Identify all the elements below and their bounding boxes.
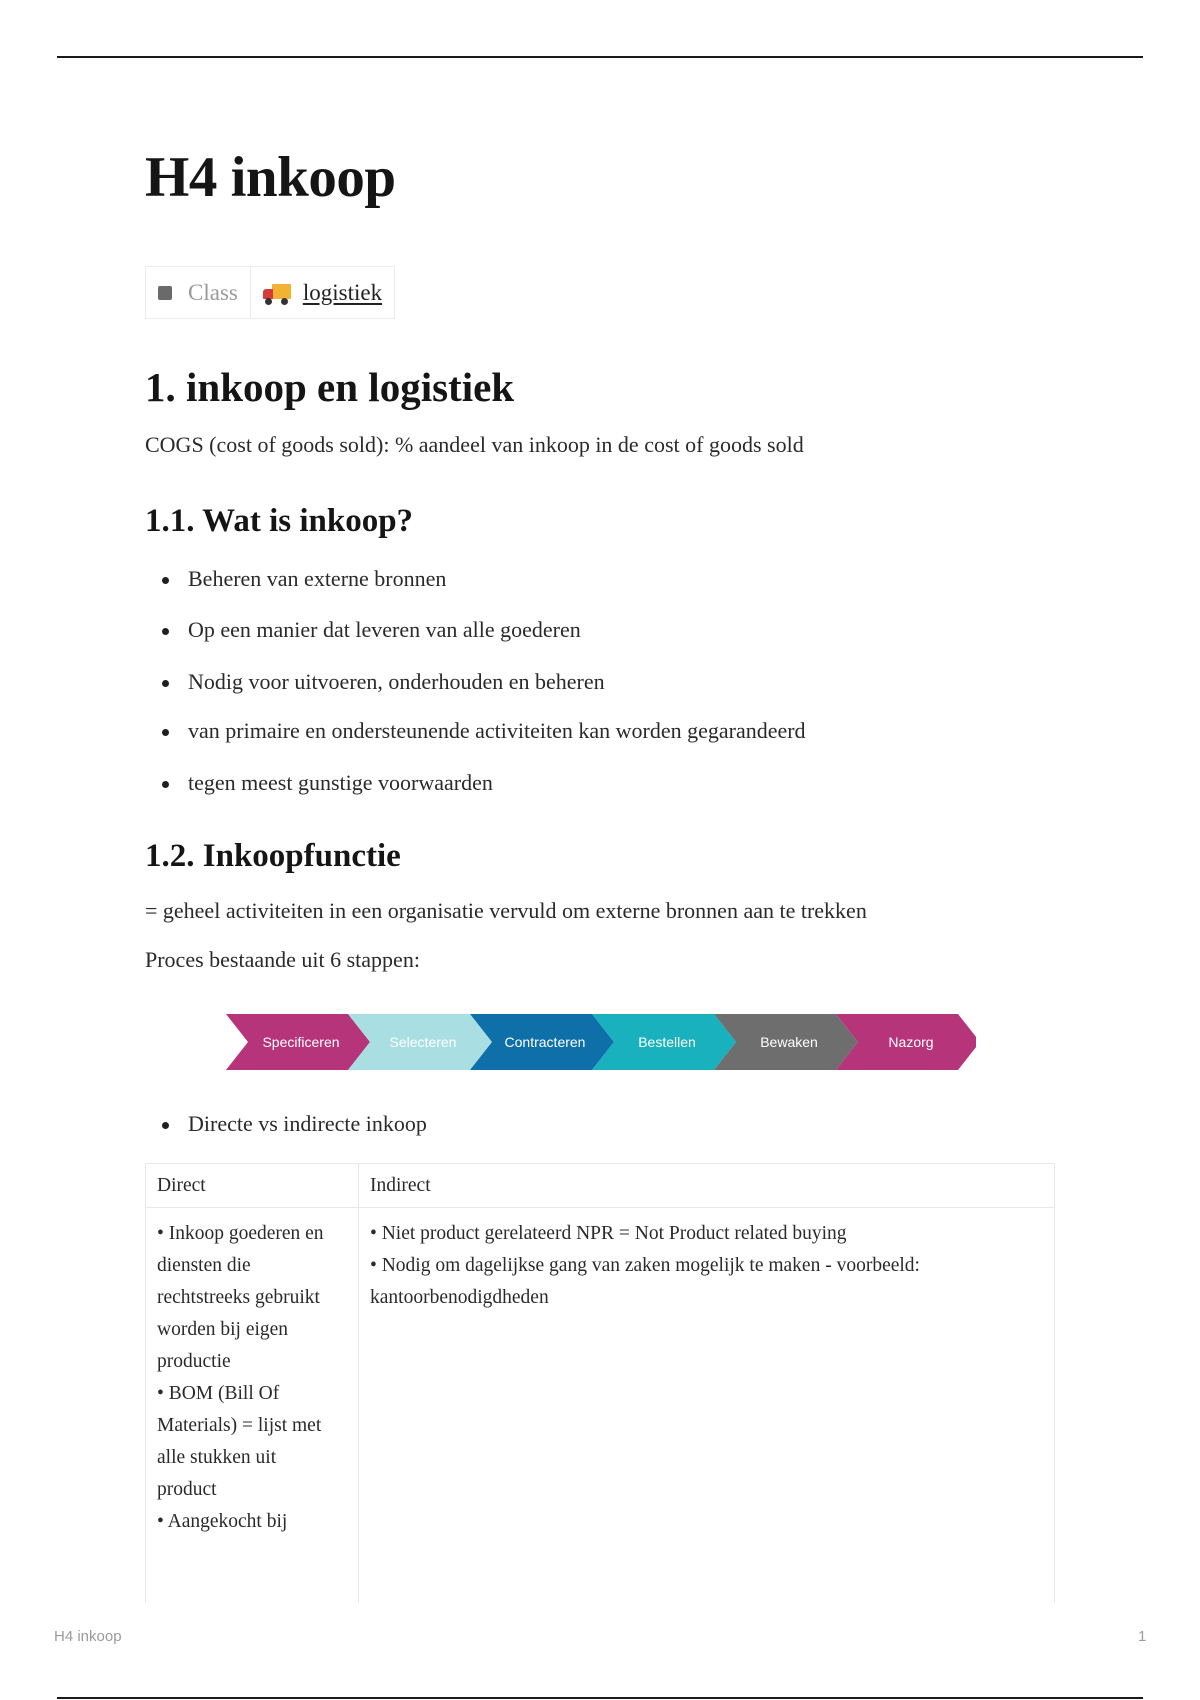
footer-doc-name: H4 inkoop [54,1628,122,1645]
footer-page-number: 1 [1138,1628,1147,1645]
table-cell-direct [146,1208,359,1603]
table-header-direct: Direct [146,1164,359,1208]
process-step-1-label: Specificeren [262,1034,340,1050]
list-item: tegen meest gunstige voorwaarden [145,770,806,795]
cell-line: productie [157,1351,231,1372]
process-chevrons [226,1013,976,1071]
section-1-text: COGS (cost of goods sold): % aandeel van inkoop in de cost of goods sold [145,432,804,457]
cell-line: • Niet product gerelateerd NPR = Not Product related buying [370,1223,847,1244]
cell-line: • Inkoop goederen en [157,1223,324,1244]
property-key-cell [146,267,250,318]
list-item: Op een manier dat leveren van alle goederen [145,617,806,642]
cell-line: • Aangekocht bij [157,1511,288,1532]
section-heading-1-2: 1.2. Inkoopfunctie [145,838,401,874]
list-item: Nodig voor uitvoeren, onderhouden en beheren [145,669,806,694]
section-1-2-bullet-list [145,1111,427,1136]
table-header-indirect: Indirect [359,1164,1055,1208]
cell-line: product [157,1479,217,1500]
direct-indirect-table [145,1163,1055,1603]
cell-line: • Nodig om dagelijkse gang van zaken mogelijk te maken - voorbeeld: [370,1255,920,1276]
cell-line: • BOM (Bill Of [157,1383,280,1404]
cell-line: Materials) = lijst met [157,1415,322,1436]
cell-line: kantoorbenodigdheden [370,1287,549,1308]
property-value-link[interactable]: logistiek [302,279,383,305]
list-item: Directe vs indirecte inkoop [145,1111,427,1136]
list-item: Beheren van externe bronnen [145,566,806,591]
section-1-2-definition: = geheel activiteiten in een organisatie vervuld om externe bronnen aan te trekken [145,898,867,923]
property-value-cell[interactable] [250,267,394,318]
table-header-row [146,1164,1055,1208]
table-cell-indirect [359,1208,1055,1603]
table-row [146,1208,1055,1603]
process-step-6-label: Nazorg [888,1034,934,1050]
process-step-5-label: Bewaken [760,1034,818,1050]
cell-line: rechtstreeks gebruikt [157,1287,320,1308]
section-1-2-process-intro: Proces bestaande uit 6 stappen: [145,947,420,972]
process-step-4-label: Bestellen [638,1034,696,1050]
cell-line: alle stukken uit [157,1447,277,1468]
section-1-1-bullet-list [145,566,806,795]
list-item: van primaire en ondersteunende activiteiten kan worden gegarandeerd [145,718,806,743]
process-step-3-label: Contracteren [504,1034,586,1050]
property-bar [145,266,395,319]
top-rule [57,56,1143,58]
truck-icon [263,284,291,306]
page-title: H4 inkoop [145,146,396,209]
property-key-label: Class [188,279,238,305]
process-step-2-label: Selecteren [389,1034,457,1050]
bottom-rule [57,1697,1143,1699]
cell-line: diensten die [157,1255,251,1276]
section-heading-1: 1. inkoop en logistiek [145,364,515,410]
process-diagram [226,1013,976,1071]
section-heading-1-1: 1.1. Wat is inkoop? [145,503,414,539]
list-icon [158,286,172,300]
cell-line: worden bij eigen [157,1319,289,1340]
